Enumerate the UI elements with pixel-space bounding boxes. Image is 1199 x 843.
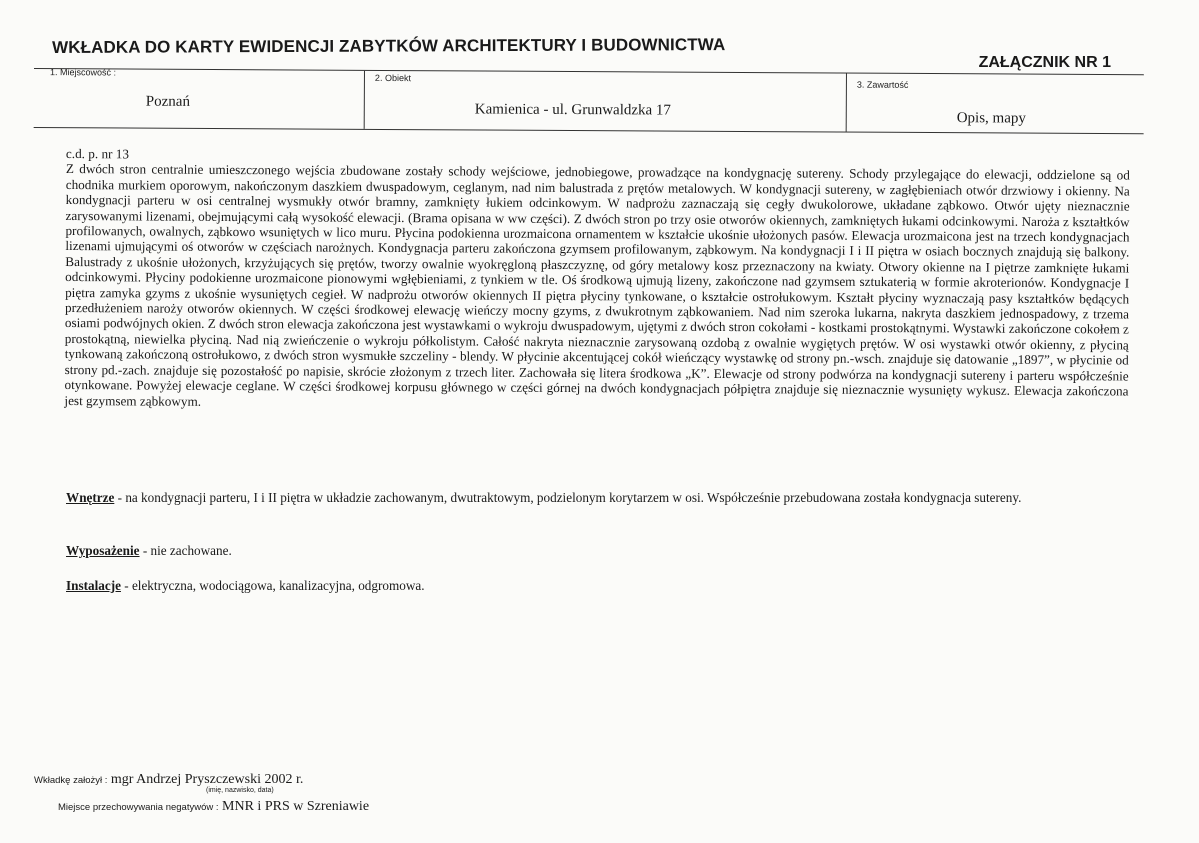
storage-line [58, 797, 369, 815]
annex-number: ZAŁĄCZNIK NR 1 [978, 54, 1111, 71]
storage-label: Miejsce przechowywania negatywów : [58, 802, 219, 813]
content-value: Opis, mapy [956, 110, 1026, 127]
installations-text: - elektryczna, wodociągowa, kanalizacyjna, odgromowa. [120, 578, 425, 593]
equipment-text: - nie zachowane. [139, 543, 232, 558]
locality-cell [34, 69, 364, 129]
interior-text: - na kondygnacji parteru, I i II piętra w układzie zachowanym, dwutraktowym, podzielonym korytarzem w osi. Współcześnie przebudowana została kondygnacja sutereny. [114, 490, 1022, 505]
object-value: Kamienica - ul. Grunwaldzka 17 [474, 101, 672, 119]
equipment-heading: Wyposażenie [66, 543, 140, 558]
installations-section [66, 578, 1130, 593]
author-value: mgr Andrzej Pryszczewski 2002 r. [107, 772, 304, 787]
document-title: WKŁADKA DO KARTY EWIDENCJI ZABYTKÓW ARCHITEKTURY I BUDOWNICTWA [52, 35, 726, 57]
author-line [34, 770, 303, 788]
description-paragraph: Z dwóch stron centralnie umieszczonego wejścia zbudowane zostały schody wejściowe, jednobiegowe, prowadzące na kondygnację sutereny. Schody przylegające do elewacji, oddzielone są od chodnika murkiem oporowym, nakończonym daszkiem dwuspadowym, ceglanym, nad nim balustrada z prętów metalowych. W kondygnacji sutereny, w zagłębieniach otwór drzwiowy i okienny. Na kondygnacji parteru w osi centralnej wysmukły otwór bramny, zamknięty łukiem odcinkowym. W nadprożu zaznaczają się cegły dwukolorowe, układane ząbkowo. Otwór ujęty nieznacznie zarysowanymi lizenami, obejmującymi całą wysokość elewacji. (Brama opisana w ww części). Z dwóch stron po trzy osie otworów okiennych, zamkniętych łukami odcinkowymi. Naroża z kształtków profilowanych, owalnych, ząbkowo wsuniętych w lico muru. Płycina podokienna urozmaicona ornamentem w kształcie ukośnie ułożonych pasów. Elewacja urozmaicona jest na trzech kondygnacjach lizenami ujmującymi oś otworów w częściach narożnych. Kondygnacja parteru zakończona gzymsem profilowanym, ząbkowym. Na kondygnacji I i II piętra w osiach bocznych znajdują się balkony. Balustrady z ukośnie ułożonych, krzyżujących się prętów, tworzy owalnie wyokręgloną płaszczyznę, od góry metalowy kosz przeznaczony na kwiaty. Otwory okienne na I piętrze zamknięte łukami odcinkowymi. Płyciny podokienne urozmaicone pionowymi wgłębieniami, z tynkiem w tle. Oś środkową ujmują lizeny, zakończone nad gzymsem sztukaterią w formie akroterionów. Kondygnacje I piętra zamyka gzyms z ukośnie wysuniętych cegieł. W nadprożu otworów okiennych II piętra płyciny tynkowane, o kształcie ostrołukowym. Kształt płyciny wyznaczają pasy kształtków będących przedłużeniem naroży otworów okiennych. W części środkowej elewację wieńczy mocny gzyms, z dwukrotnym ząbkowaniem. Nad nim szeroka lukarna, nakryta daszkiem jednospadowy, z trzema osiami podwójnych okien. Z dwóch stron elewacja zakończona jest wystawkami o wykroju dwuspadowym, ujętymi z dwóch stron cokołami - kostkami prostokątnymi. Wystawki zakończone cokołem z prostokątną, niewielka płyciną. Nad nią zwieńczenie o wykroju półkolistym. Całość nakryta nieznacznie zarysowaną ozdobą z owalnie wygiętych prętów. W osi wystawki otwór okienny, z płyciną tynkowaną zakończoną ostrołukowo, z dwóch stron wysmukłe szczeliny - blendy. W płycinie akcentującej cokół wieńczący wystawkę od strony pn.-wsch. znajduje się datowanie „1897”, w płycinie od strony pd.-zach. znajduje się pozostałość po napisie, skrócie złożonym z trzech liter. Zachowała się litera środkowa „K”. Elewacje od strony podwórza na kondygnacji sutereny i parteru współcześnie otynkowane. Powyżej elewacje ceglane. W części środkowej korpusu głównego w części górnej na dwóch kondygnacjach półpiętra znajduje się nieznacznie wysunięty wykusz. Elewacja zakończona jest gzymsem ząbkowym. [64, 161, 1130, 409]
storage-value: MNR i PRS w Szreniawie [218, 799, 370, 814]
author-label: Wkładkę założył : [34, 775, 108, 786]
object-label: 2. Obiekt [374, 72, 412, 84]
locality-label: 1. Miejscowość : [49, 67, 117, 78]
interior-section [66, 490, 1130, 505]
interior-heading: Wnętrze [66, 490, 115, 505]
author-hint: (imię, nazwisko, data) [206, 787, 274, 794]
content-label: 3. Zawartość [856, 79, 909, 90]
description-block [64, 146, 1130, 414]
equipment-section [66, 543, 1130, 558]
metadata-row [34, 68, 1144, 134]
content-cell [846, 74, 1145, 134]
installations-heading: Instalacje [66, 578, 121, 593]
locality-value: Poznań [145, 93, 191, 110]
object-cell [364, 71, 847, 132]
continuation-note: c.d. p. nr 13 [65, 146, 129, 162]
